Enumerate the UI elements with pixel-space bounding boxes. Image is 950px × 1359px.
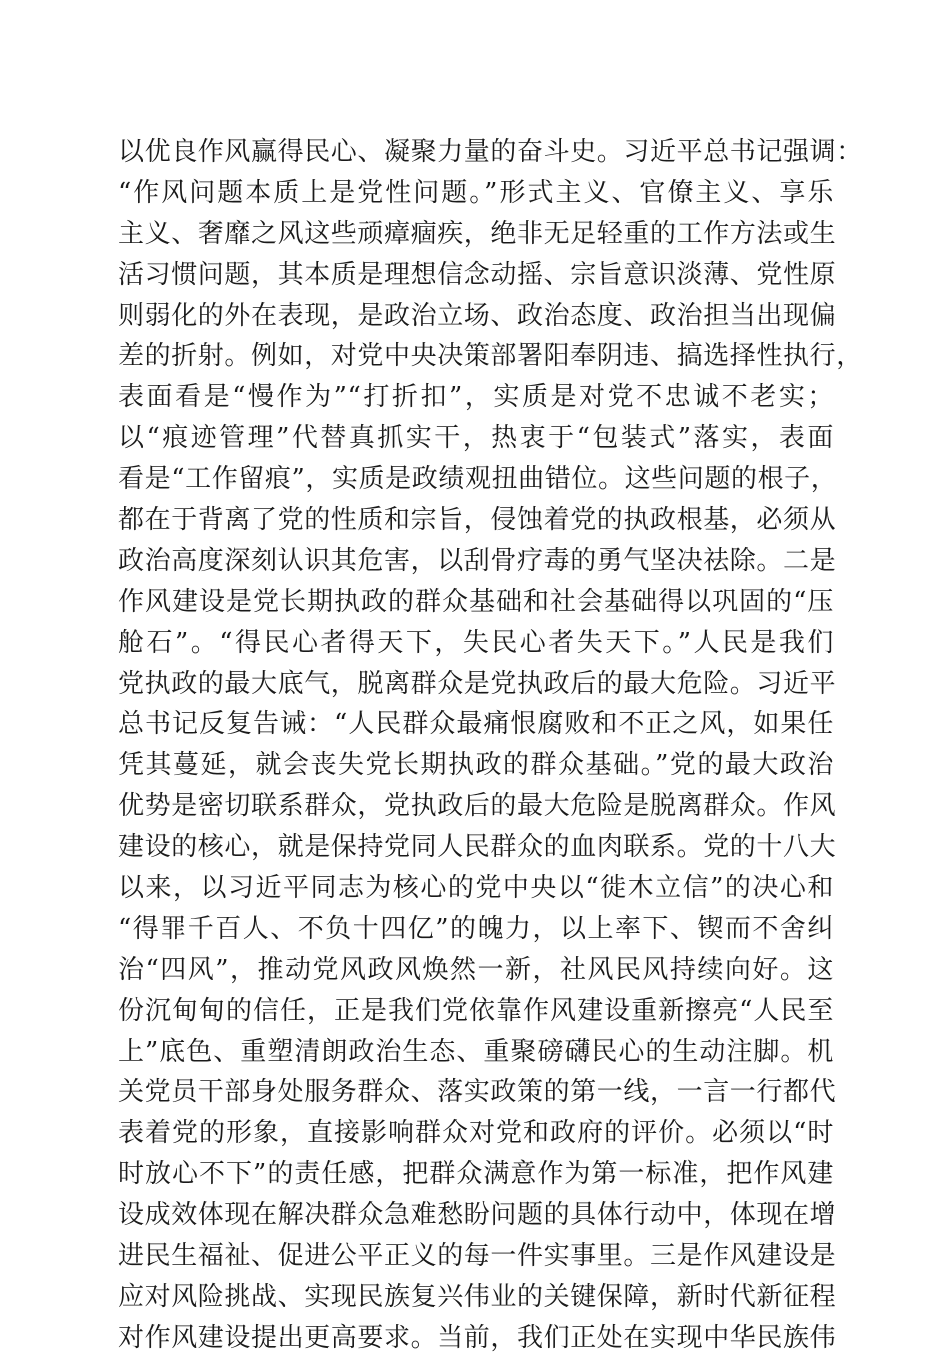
text-line-21: 治“四风”，推动党风政风焕然一新，社风民风持续向好。这 [118, 954, 834, 985]
text-line-9: 看是“工作留痕”，实质是政绩观扭曲错位。这些问题的根子， [118, 464, 838, 495]
text-line-17: 优势是密切联系群众，党执政后的最大危险是脱离群众。作风 [118, 791, 837, 822]
text-line-26: 时放心不下”的责任感，把群众满意作为第一标准，把作风建 [118, 1159, 834, 1190]
text-line-18: 建设的核心，就是保持党同人民群众的血肉联系。党的十八大 [118, 832, 837, 863]
text-line-11: 政治高度深刻认识其危害，以刮骨疗毒的勇气坚决祛除。二是 [118, 545, 837, 576]
text-line-1: 以优良作风赢得民心、凝聚力量的奋斗史。习近平总书记强调： [118, 137, 863, 167]
text-line-23: 上”底色、重塑清朗政治生态、重聚磅礴民心的生动注脚。机 [118, 1036, 834, 1067]
text-line-30: 对作风建设提出更高要求。当前，我们正处在实现中华民族伟 [118, 1322, 837, 1353]
text-line-3: 主义、奢靡之风这些顽瘴痼疾，绝非无足轻重的工作方法或生 [118, 218, 837, 249]
text-line-24: 关党员干部身处服务群众、落实政策的第一线，一言一行都代 [118, 1077, 837, 1108]
text-line-15: 总书记反复告诫：“人民群众最痛恨腐败和不正之风，如果任 [118, 709, 834, 740]
text-line-6: 差的折射。例如，对党中央决策部署阳奉阴违、搞选择性执行， [118, 341, 863, 372]
text-line-22: 份沉甸甸的信任，正是我们党依靠作风建设重新擦亮“人民至 [118, 995, 834, 1026]
text-line-2: “作风问题本质上是党性问题。”形式主义、官僚主义、享乐 [118, 177, 834, 208]
text-line-12: 作风建设是党长期执政的群众基础和社会基础得以巩固的“压 [118, 586, 834, 617]
text-line-19: 以来，以习近平同志为核心的党中央以“徙木立信”的决心和 [118, 873, 834, 904]
body-text [118, 132, 863, 1359]
text-line-4: 活习惯问题，其本质是理想信念动摇、宗旨意识淡薄、党性原 [118, 259, 837, 290]
text-line-5: 则弱化的外在表现，是政治立场、政治态度、政治担当出现偏 [118, 300, 837, 331]
text-line-10: 都在于背离了党的性质和宗旨，侵蚀着党的执政根基，必须从 [118, 505, 837, 536]
text-line-16: 凭其蔓延，就会丧失党长期执政的群众基础。”党的最大政治 [118, 750, 834, 781]
text-line-29: 应对风险挑战、实现民族复兴伟业的关键保障，新时代新征程 [118, 1281, 837, 1312]
text-line-7: 表面看是“慢作为”“打折扣”，实质是对党不忠诚不老实； [118, 382, 834, 413]
text-line-28: 进民生福祉、促进公平正义的每一件实事里。三是作风建设是 [118, 1241, 837, 1272]
text-line-25: 表着党的形象，直接影响群众对党和政府的评价。必须以“时 [118, 1118, 834, 1149]
text-line-14: 党执政的最大底气，脱离群众是党执政后的最大危险。习近平 [118, 668, 837, 699]
text-line-20: “得罪千百人、不负十四亿”的魄力，以上率下、锲而不舍纠 [118, 913, 834, 944]
text-line-8: 以“痕迹管理”代替真抓实干，热衷于“包装式”落实，表面 [118, 423, 834, 454]
text-line-27: 设成效体现在解决群众急难愁盼问题的具体行动中，体现在增 [118, 1200, 837, 1231]
text-line-13: 舱石”。“得民心者得天下，失民心者失天下。”人民是我们 [118, 627, 834, 658]
